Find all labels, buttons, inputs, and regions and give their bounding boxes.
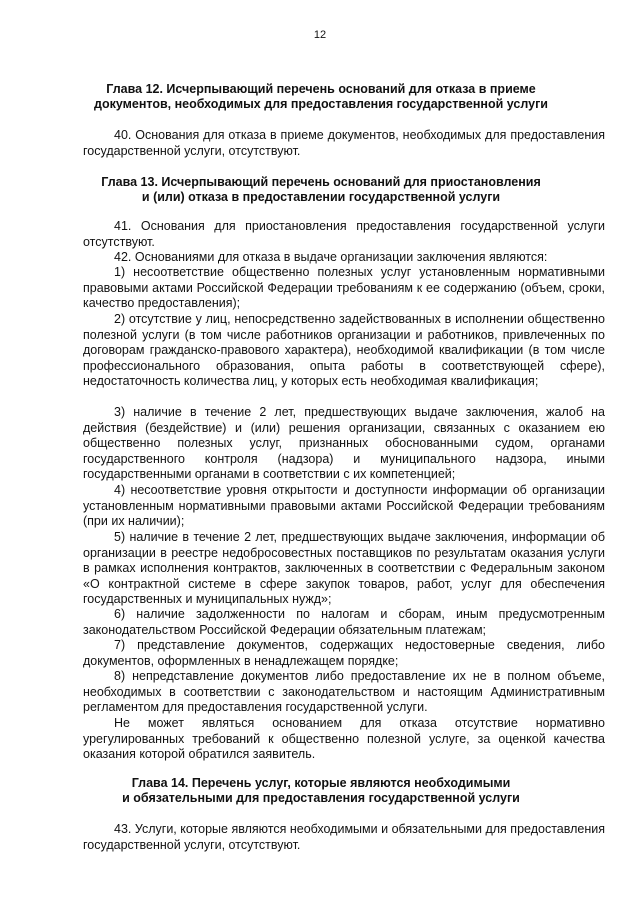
paragraph-42: 42. Основаниями для отказа в выдаче организации заключения являются: [114,250,548,264]
paragraph-43: 43. Услуги, которые являются необходимыми и обязательными для предоставления государственной услуги, отсутствуют. [83,822,605,852]
chapter-14-heading: Глава 14. Перечень услуг, которые являются необходимыми и обязательными для предоставления государственной услуги [122,776,520,805]
list-item-3: 3) наличие в течение 2 лет, предшествующих выдаче заключения, жалоб на действия (бездействие) и (или) решения организации, связанных с оказанием ею общественно полезных услуг, признанных обоснованными судом, органами государственного контроля (надзора) и муниципального надзора, иными государственными органами в соответствии с их компетенцией; [83,405,605,482]
list-item-5: 5) наличие в течение 2 лет, предшествующих выдаче заключения, информации об организации в реестре недобросовестных поставщиков по результатам оказания услуги в рамках исполнения контрактов, заключенных в соответствии с Федеральным законом «О контрактной системе в сфере закупок товаров, работ, услуг для обеспечения государственных и муниципальных нужд»; [83,530,605,607]
list-item-2: 2) отсутствие у лиц, непосредственно задействованных в исполнении общественно полезной услуги (в том числе работников организации и работников, привлеченных по договорам гражданско-правового характера), необходимой квалификации (в том числе профессионального образования, опыта работы в соответствующей сфере), недостаточность количества лиц, у которых есть необходимая квалификация; [83,312,605,389]
list-item-8: 8) непредставление документов либо предоставление их не в полном объеме, необходимых в соответствии с законодательством и настоящим Административным регламентом для предоставления государственной услуги. [83,669,605,715]
paragraph-40: 40. Основания для отказа в приеме документов, необходимых для предоставления государственной услуги, отсутствуют. [83,128,605,158]
page-number: 12 [313,29,327,41]
paragraph-41: 41. Основания для приостановления предоставления государственной услуги отсутствуют. [83,219,605,249]
list-item-4: 4) несоответствие уровня открытости и доступности информации об организации установленным нормативными правовыми актами Российской Федерации требованиям (при их наличии); [83,483,605,529]
chapter-13-heading: Глава 13. Исчерпывающий перечень оснований для приостановления и (или) отказа в предоставлении государственной услуги [101,175,541,204]
chapter-12-heading: Глава 12. Исчерпывающий перечень оснований для отказа в приеме документов, необходимых для предоставления государственной услуги [94,82,548,111]
list-item-1: 1) несоответствие общественно полезных услуг установленным нормативными правовыми актами Российской Федерации требованиям к ее содержанию (объем, сроки, качество предоставления); [83,265,605,311]
list-item-7: 7) представление документов, содержащих недостоверные сведения, либо документов, оформленных в ненадлежащем порядке; [83,638,605,668]
list-item-6: 6) наличие задолженности по налогам и сборам, иным предусмотренным законодательством Российской Федерации обязательным платежам; [83,607,605,637]
note-paragraph: Не может являться основанием для отказа отсутствие нормативно урегулированных требований к общественно полезной услуге, за оценкой качества оказания которой обратился заявитель. [83,716,605,762]
